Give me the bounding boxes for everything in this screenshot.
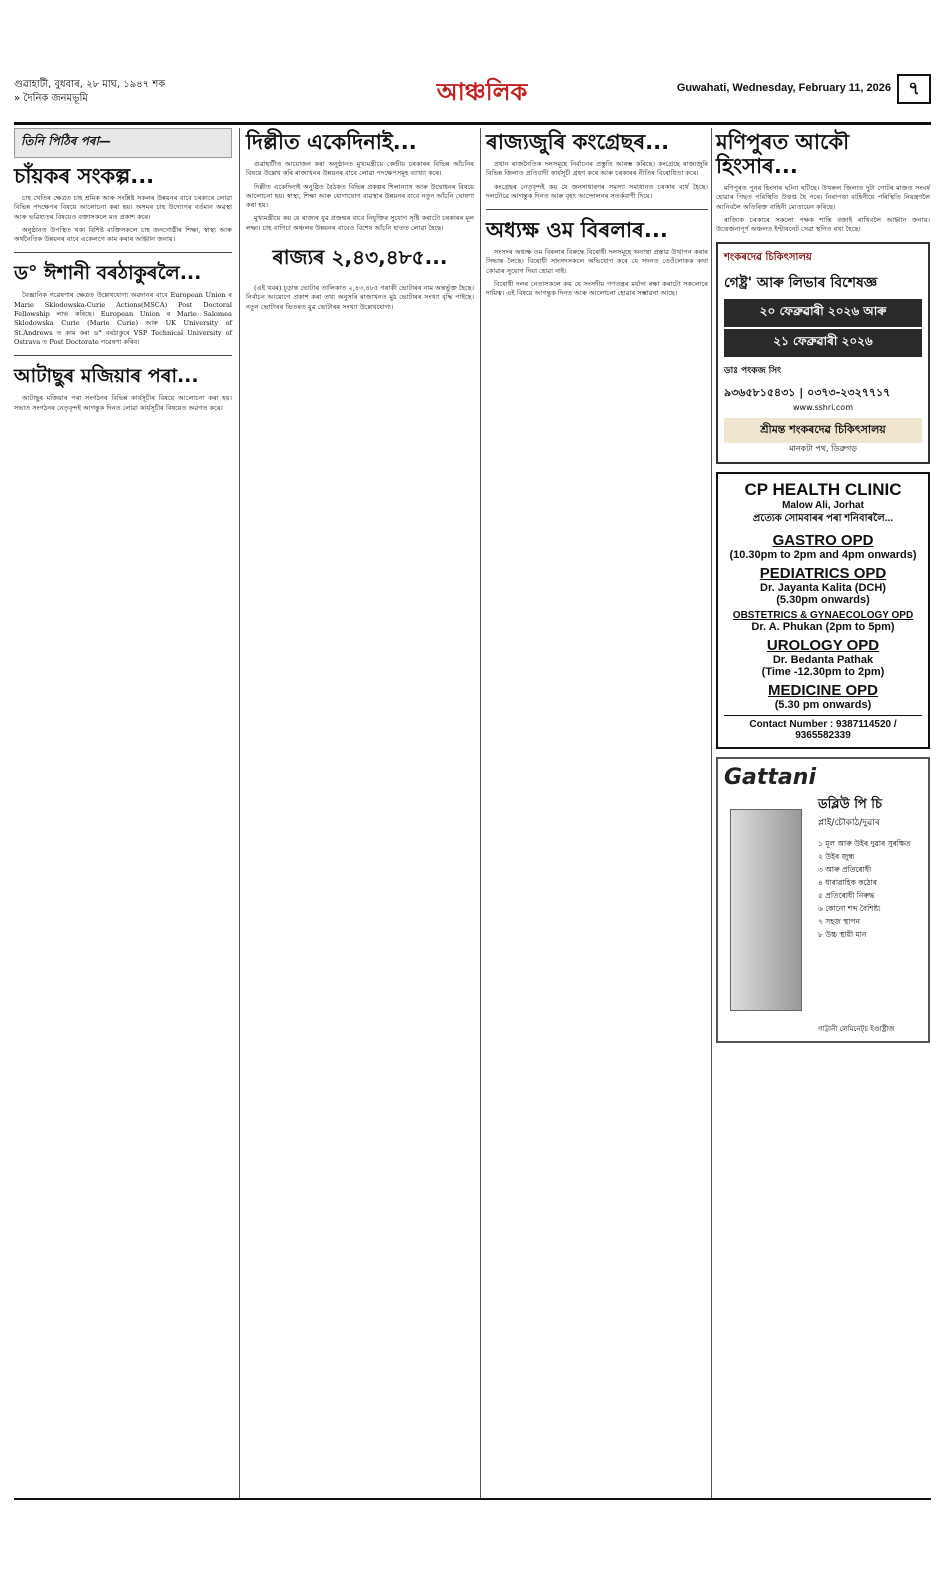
paragraph: চাহ খেতিৰ ক্ষেত্ৰত চাহ শ্ৰমিক আৰু সংশ্লিষ্ট সকলৰ উন্নয়নৰ বাবে চৰকাৰে লোৱা বিভিন্ন পদক্ষেপৰ বিষয়ে আলোচনা কৰা হয়। অসমৰ চাহ উদ্যোগৰ বৰ্তমান অৱস্থা আৰু ভৱিষ্যতৰ বিষয়েও বক্তাসকলে মত প্ৰকাশ কৰে। (14, 194, 232, 221)
headline-congress: ৰাজ্যজুৰি কংগ্ৰেছৰ... (486, 130, 670, 154)
ad-subtitle: প্লাই/চৌকাঠ/দুৱাৰ (818, 818, 880, 829)
article-voters (246, 284, 474, 312)
ad-gattani (716, 757, 930, 1043)
page-number: ৭ (897, 74, 931, 104)
article-om-birla (486, 248, 708, 298)
door-image (730, 809, 802, 1011)
paragraph: গুৱাহাটীত আয়োজন কৰা অনুষ্ঠানত মুখ্যমন্ত্ৰীয়ে কেন্দ্ৰীয় চৰকাৰৰ বিভিন্ন আঁচনিৰ বিষয়ে উল্লেখ কৰি ৰাজ্যখনৰ উন্নয়নৰ বাবে লোৱা পদক্ষেপসমূহ ব্যাখ্যা কৰে। (246, 160, 474, 178)
ad-title: গেষ্ট্ৰ' আৰু লিভাৰ বিশেষজ্ঞ (724, 275, 878, 292)
feature-item: ৫ প্ৰতিৰোধী নিৰুদ্ধ (818, 891, 875, 901)
supplement-label: » দৈনিক জনমভূমি (14, 93, 88, 104)
paragraph: কংগ্ৰেছৰ নেতৃবৃন্দই কয় যে জনসাধাৰণৰ সমস্যা সমাধানত চৰকাৰ ব্যৰ্থ হৈছে। দলটোৱে আগন্তুক দিনত আৰু বৃহৎ আন্দোলনৰ সতৰ্কবাণী দিয়ে। (486, 182, 708, 200)
feature-item: ৬ কোনো শব্দ বৈশিষ্ট্য (818, 904, 881, 914)
masthead: আঞ্চলিক (436, 78, 528, 106)
header-rule (14, 122, 931, 125)
divider (486, 209, 708, 210)
ad-footer: গাট্টানী লেমিনেট্‌চ ইণ্ডাষ্ট্ৰীজ (818, 1025, 895, 1034)
article-congress (486, 160, 708, 201)
gattani-logo: Gattani (724, 765, 816, 791)
headline-om-birla: অধ্যক্ষ ওম বিৰলাৰ... (486, 218, 668, 243)
article-tea (14, 194, 232, 244)
article-manipur (716, 184, 930, 234)
opd-medicine: MEDICINE OPD (767, 682, 878, 700)
opd-obgyn: OBSTETRICS & GYNAECOLOGY OPD (732, 610, 914, 622)
clinic-location: Malow Ali, Jorhat (782, 500, 864, 512)
column-divider (711, 128, 712, 1498)
headline-manipur: মণিপুৰত আকৌ হিংসাৰ... (716, 130, 850, 178)
opd-doctor: Dr. A. Phukan (2pm to 5pm) (751, 621, 895, 634)
column-divider (239, 128, 240, 1498)
ad-website: www.sshri.com (793, 403, 853, 413)
opd-doctor: Dr. Jayanta Kalita (DCH) (760, 582, 886, 595)
opd-time: (Time -12.30pm to 2pm) (761, 666, 885, 679)
ad-date: ২১ ফেব্ৰুৱাৰী ২০২৬ (724, 329, 922, 357)
paragraph: অনুষ্ঠানত উপস্থিত থকা বিশিষ্ট ব্যক্তিসকলে চাহ জনগোষ্ঠীৰ শিক্ষা, স্বাস্থ্য আৰু অৰ্থনৈতিক উন্নয়নৰ বাবে একেলগে কাম কৰাৰ আহ্বান জনায়। (14, 225, 232, 244)
feature-item: ৭ সহজ স্থাপন (818, 917, 860, 927)
header-left (14, 78, 165, 106)
headline-tea: চাঁয়কৰ সংকল্প... (14, 164, 155, 188)
footer-rule (14, 1498, 931, 1500)
opd-urology: UROLOGY OPD (766, 637, 880, 655)
divider (14, 355, 232, 356)
ad-headline: ডব্লিউ পি চি (818, 797, 883, 813)
article-delhi (246, 160, 474, 233)
ad-phone: ৯৩৬৫৮১৫৪৩১ | ০৩৭৩-২৩২৭৭১৭ (724, 386, 891, 400)
ad-brand: শংকৰদেৱ চিকিৎসালয় (724, 252, 812, 264)
headline-delhi: দিল্লীত একেদিনাই... (246, 130, 417, 154)
clinic-name: CP HEALTH CLINIC (744, 480, 902, 500)
paragraph: সংসদৰ অধ্যক্ষ ওম বিৰলাৰ বিৰুদ্ধে বিৰোধী দলসমূহে অনাস্থা প্ৰস্তাৱ উত্থাপন কৰাৰ সিদ্ধান্ত লৈছে। বিৰোধী সাংসদসকলে অভিযোগ কৰে যে সদনত তেওঁলোকক কথা কোৱাৰ সুযোগ দিয়া হোৱা নাই। (486, 248, 708, 275)
paragraph: বৈজ্ঞানিক গৱেষণাৰ ক্ষেত্ৰত উল্লেখযোগ্য অৱদানৰ বাবে European Union ৰ Marie Sklodowska-Curie Actions(MSCA) Post Doctoral Fellowship লাভ কৰিছে। European Union ৰ Marie Salomea Sklodowska Curie (Marie Curie) আৰু UK University of St.Andrews ত কাম কৰা ড° বৰঠাকুৰে VSP Technical University of Ostrava ত Post Doctorate গৱেষণা কৰিব। (14, 291, 232, 346)
clinic-contact: Contact Number : 9387114520 / 9365582339 (724, 715, 922, 741)
ad-doctor: ডাঃ পংকজ সিং (724, 366, 782, 377)
opd-time: (5.30 pm onwards) (774, 699, 872, 712)
paragraph: মুখ্যমন্ত্ৰীয়ে কয় যে ৰাজ্যৰ যুৱ প্ৰজন্মৰ বাবে নিযুক্তিৰ সুযোগ সৃষ্টি কৰাটো চৰকাৰৰ মূল লক্ষ্য। চাহ বাগিচা অঞ্চলৰ উন্নয়নৰ বাবেও বিশেষ আঁচনি হাতত লোৱা হৈছে। (246, 214, 474, 232)
feature-item: ৮ উচ্চ স্থায়ী মান (818, 930, 867, 940)
city-date: Guwahati, Wednesday, February 11, 2026 (676, 82, 891, 94)
opd-pediatrics: PEDIATRICS OPD (759, 565, 887, 583)
column-4 (716, 128, 930, 1043)
ad-date: ২০ ফেব্ৰুৱাৰী ২০২৬ আৰু (724, 299, 922, 327)
opd-time: (10.30pm to 2pm and 4pm onwards) (729, 549, 917, 562)
ad-address: মানকটা পথ, ডিব্ৰুগড় (789, 444, 857, 454)
paragraph: আটাছুৰ মজিয়াৰ পৰা সংগঠনৰ বিভিন্ন কাৰ্যসূচীৰ বিষয়ে আলোচনা কৰা হয়। সভাত সংগঠনৰ নেতৃবৃন্দই আগন্তুক দিনত লোৱা কাৰ্যসূচীৰ বিষয়েও অৱগত কৰে। (14, 394, 232, 412)
feature-item: ১ মূল আৰু উইৰ দুৱাৰ সুৰক্ষিত (818, 839, 911, 849)
feature-list (818, 837, 911, 941)
headline-voters: ৰাজ্যৰ ২,৪৩,৪৮৫... (272, 245, 448, 270)
column-3 (486, 128, 708, 303)
article-ishani (14, 291, 232, 347)
feature-item: ৪ ধাৰাৱাহিক কঠোৰ (818, 878, 877, 888)
feature-item: ৩ আৰু প্ৰতিৰোধী (818, 865, 872, 875)
opd-time: (5.30pm onwards) (776, 594, 870, 607)
column-divider (480, 128, 481, 1498)
headline-atasu: আটাছুৰ মজিয়াৰ পৰা... (14, 365, 199, 388)
column-1 (14, 128, 232, 417)
feature-item: ২ উইৰ জুন্ধ (818, 852, 855, 862)
date-line: গুৱাহাটী, বুধবাৰ, ২৮ মাঘ, ১৯৪৭ শক (14, 79, 166, 90)
divider (14, 252, 232, 253)
paragraph: বিৰোধী দলৰ নেতাসকলে কয় যে সংসদীয় গণতন্ত্ৰৰ মৰ্যাদা ৰক্ষা কৰাটো সকলোৰে দায়িত্ব। এই বিষয়ে আগন্তুক দিনত আৰু আলোচনা হোৱাৰ সম্ভাৱনা আছে। (486, 280, 708, 298)
paragraph: প্ৰধান ৰাজনৈতিক দলসমূহে নিৰ্বাচনৰ প্ৰস্তুতি আৰম্ভ কৰিছে। কংগ্ৰেছে ৰাজ্যজুৰি বিভিন্ন জিলাত প্ৰতিবাদী কাৰ্যসূচী গ্ৰহণ কৰে আৰু চৰকাৰৰ নীতিৰ বিৰোধিতা কৰে। (486, 160, 708, 178)
page-header (14, 74, 931, 122)
paragraph: ৰাজ্যিক চৰকাৰে সকলো পক্ষক শান্তি বজাই ৰাখিবলৈ আহ্বান জনায়। উত্তেজনাপূৰ্ণ অঞ্চলত ইণ্টাৰনেট সেৱা স্থগিত ৰখা হৈছে। (716, 215, 930, 234)
paragraph: (এই খবৰ) চূড়ান্ত ভোটাৰ তালিকাত ২,৪৩,৪৮৫ গৰাকী ভোটাৰৰ নাম অন্তৰ্ভুক্ত হৈছে। নিৰ্বাচন আয়োগে প্ৰকাশ কৰা তথ্য অনুসৰি ৰাজ্যখনত মুঠ ভোটাৰৰ সংখ্যা বৃদ্ধি পাইছে। নতুন ভোটাৰৰ ভিতৰত যুৱ ভোটাৰৰ সংখ্যা উল্লেখযোগ্য। (246, 284, 474, 311)
ad-cp-health-clinic (716, 472, 930, 749)
paragraph: দিল্লীত একেদিনাই অনুষ্ঠিত বৈঠকত বিভিন্ন প্ৰকল্পৰ শিলান্যাস আৰু উদ্বোধনৰ বিষয়ে আলোচনা হয়। স্বাস্থ্য, শিক্ষা আৰু যোগাযোগ ব্যৱস্থাৰ উন্নয়নৰ বাবে নতুন আঁচনি ঘোষণা কৰা হয়। (246, 182, 474, 210)
article-atasu (14, 394, 232, 413)
ad-gastro-specialist (716, 242, 930, 464)
opd-gastro: GASTRO OPD (772, 532, 874, 550)
opd-doctor: Dr. Bedanta Pathak (772, 654, 874, 667)
column-2 (246, 128, 474, 316)
clinic-days: প্ৰত্যেক সোমবাৰৰ পৰা শনিবাৰলৈ... (752, 513, 894, 525)
paragraph: মণিপুৰত পুনৰ হিংসাৰ ঘটনা ঘটিছে। উখৰুল জিলাত দুটা গোটৰ মাজত সংঘৰ্ষ হোৱাৰ পিছত পৰিস্থিতি উত্তপ্ত হৈ পৰে। নিৰাপত্তা বাহিনীয়ে পৰিস্থিতি নিয়ন্ত্ৰণলৈ আনিবলৈ অতিৰিক্ত বাহিনী মোতায়েন কৰিছে। (716, 184, 930, 211)
ad-hospital: শ্ৰীমন্ত শংকৰদেৱ চিকিৎসালয় (724, 418, 922, 443)
continued-kicker: তিনি পিঠিৰ পৰা— (14, 128, 232, 158)
headline-ishani: ড° ঈশানী বৰঠাকুৰলৈ... (14, 262, 202, 285)
